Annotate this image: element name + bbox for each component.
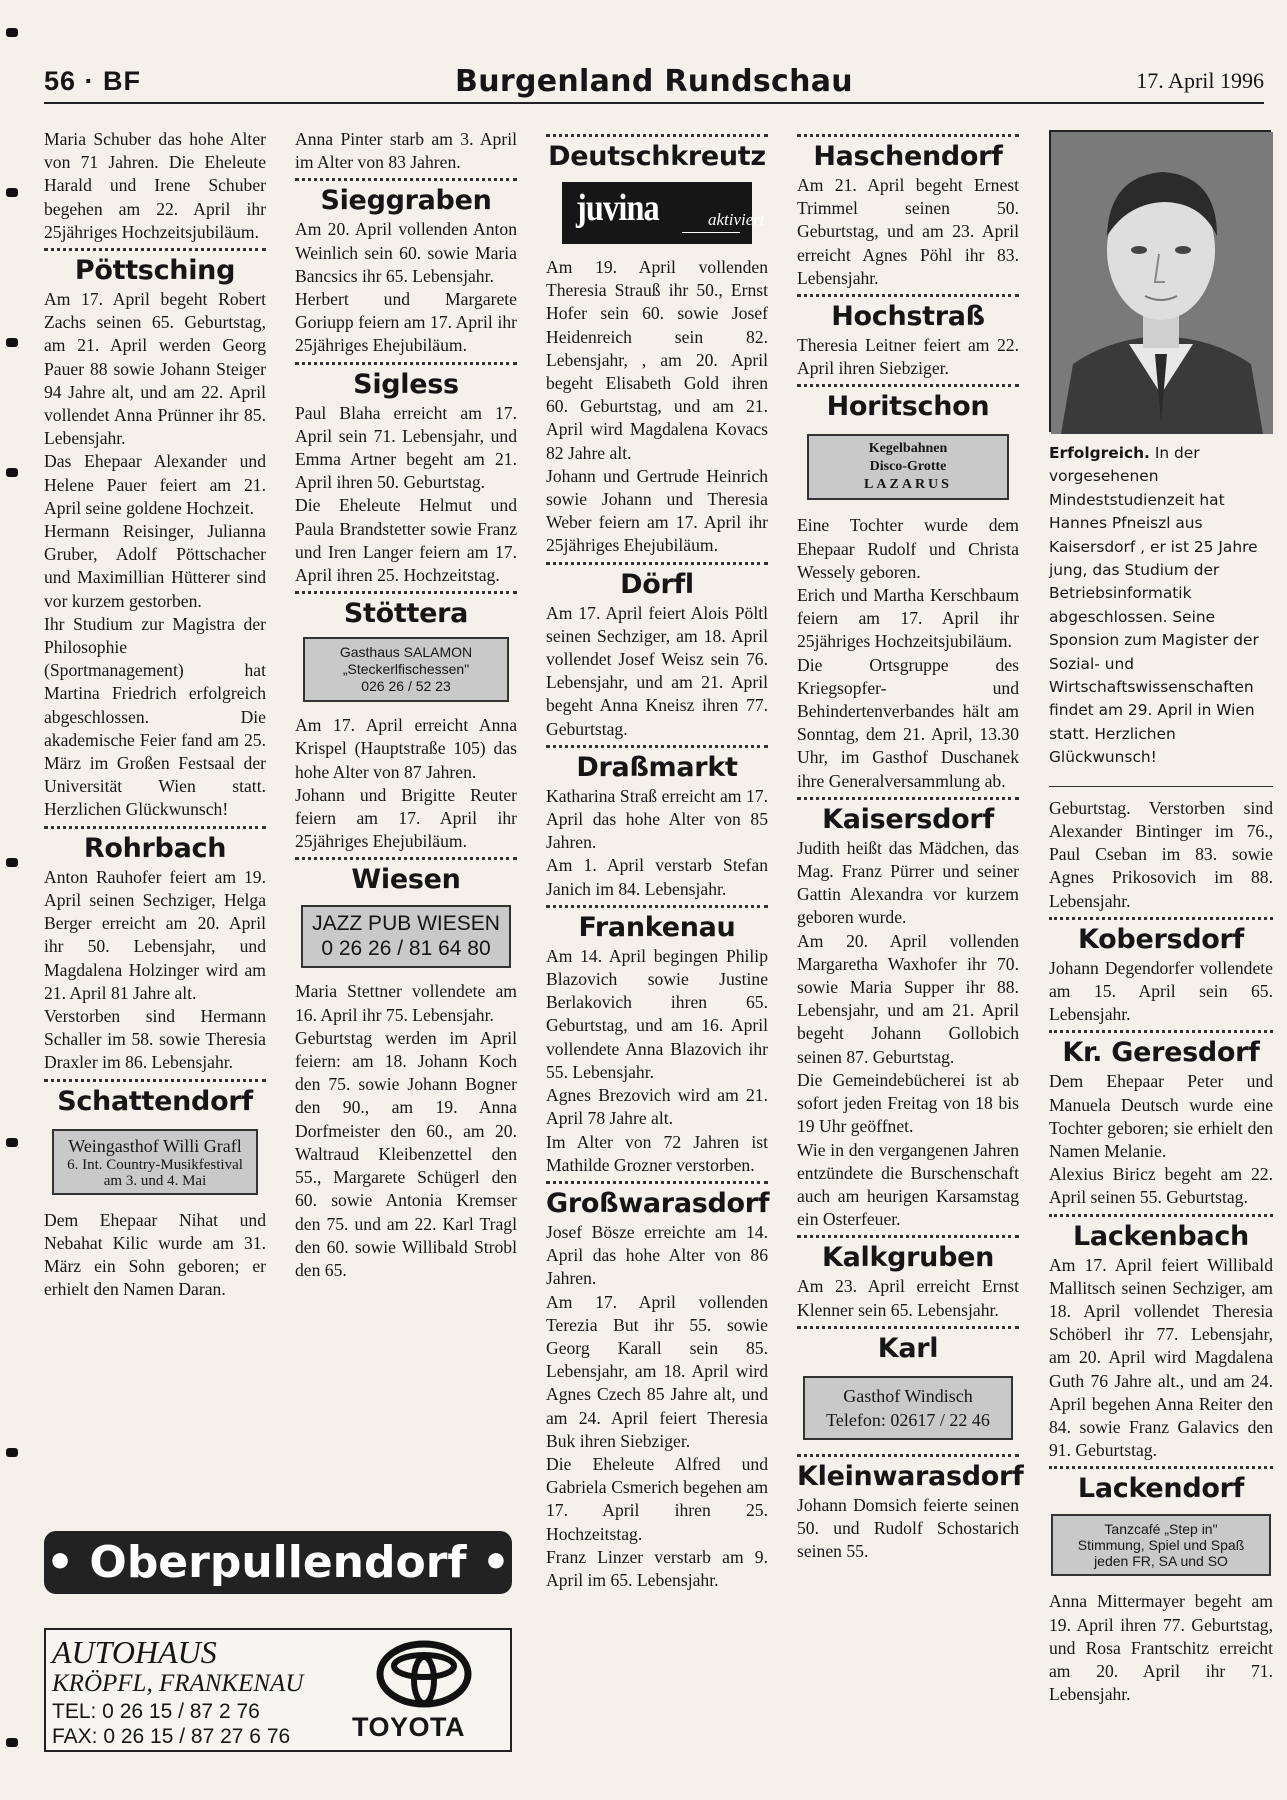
article-text: Hermann Reisinger, Julianna Gruber, Adolf Pöttschacher und Maximillian Hütterer sind vor kurzem gestorben. [44,521,266,611]
ad-text: Disco-Grotte [869,459,947,475]
heading-lackendorf: Lackendorf [1077,1473,1245,1505]
page-header [44,60,1264,104]
divider [295,362,517,365]
column-4 [797,128,1024,1563]
heading-stoettera: Stöttera [343,598,469,630]
article-text: Am 17. April erreicht Anna Krispel (Hauptstraße 105) das hohe Alter von 87 Jahren. [295,715,517,782]
ad-underline [682,232,740,233]
divider [546,562,768,565]
issue-date: 17. April 1996 [1136,68,1264,93]
heading-drassmarkt: Draßmarkt [576,751,738,783]
ad-gasthaus-salamon [303,637,509,702]
column-5 [1049,128,1273,1706]
divider [797,1235,1019,1238]
heading-grosswarasdorf: Großwarasdorf [546,1187,770,1219]
spacer [1049,770,1273,780]
article-text: Judith heißt das Mädchen, das Mag. Franz Pürrer und seiner Gattin Alexandra vor kurzem geboren wurde. [797,837,1019,928]
article-text: Eine Tochter wurde dem Ehepaar Rudolf und Christa Wessely geboren. [797,515,1019,582]
heading-karl: Karl [877,1332,939,1364]
article-text: Im Alter von 72 Jahren ist Mathilde Grozner verstorben. [546,1131,768,1175]
article-text: Anton Rauhofer feiert am 19. April seinen Sechziger, Helga Berger erreicht am 20. April ihr 50. Lebensjahr, und Magdalena Holzinger wird am 21. April 81 Jahre alt. [44,866,266,1003]
article-text: Am 20. April vollenden Anton Weinlich sein 60. sowie Maria Bancsics ihr 65. Lebensjahr. [295,219,517,286]
article-text: Wie in den vergangenen Jahren entzündete die Burschenschaft auch am heurigen Karsamstag ein Osterfeuer. [797,1139,1019,1230]
heading-horitschon: Horitschon [826,391,990,423]
ad-text: „Steckerlfischessen" [342,661,470,678]
caption-text: In der vorgesehenen Mindeststudienzeit hat Hannes Pfneiszl aus Kaisersdorf , er ist 25 Jahre jung, das Studium der Betriebsinformatik abgeschlossen. Seine Sponsion zum Magister der Sozial- und Wirtschaftswissenschaften findet am 29. April in Wien statt. Herzlichen Glückwunsch! [1049,444,1259,767]
article-text: Die Gemeindebücherei ist ab sofort jeden Freitag von 18 bis 19 Uhr geöffnet. [797,1069,1019,1137]
ad-text: Stimmung, Spiel und Spaß [1077,1537,1245,1554]
article-text: Erich und Martha Kerschbaum feiern am 17. April ihr 25jähriges Hochzeitsjubiläum. [797,585,1019,652]
article-text: Die Eheleute Helmut und Paula Brandstetter sowie Franz und Iren Langer feiern am 17. April ihren 25. Hochzeitstag. [295,495,517,586]
ad-brand: TOYOTA [352,1712,466,1742]
divider [44,1079,266,1082]
article-text: Das Ehepaar Alexander und Helene Pauer feiert am 21. April seine goldene Hochzeit. [44,451,266,518]
divider [546,1181,768,1184]
article-text: Am 17. April begeht Robert Zachs seinen 65. Geburtstag, am 21. April werden Georg Pauer 88 sowie Johann Steiger 94 Jahre alt, und am 22. April vollendet Anna Prünner ihr 85. Lebensjahr. [44,289,266,449]
binding-mark [6,28,18,37]
article-text: Am 1. April verstarb Stefan Janich im 84. Lebensjahr. [546,855,768,899]
ad-text: Gasthaus SALAMON [339,644,473,661]
portrait-illustration [1051,132,1273,434]
divider [295,178,517,181]
article-text: Johann Domsich feierte seinen 50. und Rudolf Schostarich seinen 55. [797,1494,1019,1562]
heading-hochstrass: Hochstraß [831,301,985,333]
article-text: Am 14. April begingen Philip Blazovich sowie Justine Berlakovich ihren 65. Geburtstag, und am 16. April vollendete Anna Blazovich ihr 55. Lebensjahr. [546,945,768,1082]
column-3 [546,128,768,1592]
ad-disco-lazarus [807,434,1009,500]
heading-doerfl: Dörfl [620,568,694,600]
article-text: Johann und Gertrude Heinrich sowie Johann und Theresia Weber feiern am 17. April ihr 25jähriges Ehejubiläum. [546,465,768,556]
ad-text: Tanzcafé „Step in" [1104,1521,1218,1538]
article-text: Alexius Biricz begeht am 22. April seinen 55. Geburtstag. [1049,1164,1273,1208]
ad-fax: FAX: 0 26 15 / 87 27 6 76 [52,1725,291,1748]
ad-text: AUTOHAUS [52,1634,217,1670]
article-text: Am 17. April feiert Alois Pöltl seinen Sechziger, am 18. April vollendet Josef Weisz sein 76. Lebensjahr, und am 21. April begeht Anna Kneisz ihren 77. Geburtstag. [546,602,768,739]
binding-mark [6,1138,18,1147]
binding-mark [6,468,18,477]
ad-text: aktiviert [708,210,765,229]
binding-mark [6,338,18,347]
heading-sigless: Sigless [353,368,459,400]
divider [797,797,1019,800]
heading-kalkgruben: Kalkgruben [821,1242,995,1274]
ad-text: am 3. und 4. Mai [103,1172,207,1189]
article-text: Ihr Studium zur Magistra der Philosophie (Sportmanagement) hat Martina Friedrich erfolgreich abgeschlossen. Die akademische Feier fand am 25. März im Großen Festsaal der Universität Wien statt. Herzlichen Glückwunsch! [44,613,266,820]
divider [1049,917,1273,920]
divider [1049,1030,1273,1033]
heading-haschendorf: Haschendorf [813,141,1003,172]
article-text: Katharina Straß erreicht am 17. April das hohe Alter von 85 Jahren. [546,785,768,853]
column-2 [295,128,517,1282]
divider [1049,1466,1273,1469]
heading-kaisersdorf: Kaisersdorf [822,803,994,835]
heading-frankenau: Frankenau [578,911,736,943]
divider [295,857,517,860]
ad-text: jeden FR, SA und SO [1094,1553,1228,1570]
article-text: Am 19. April vollenden Theresia Strauß ihr 50., Ernst Hofer sein 60. sowie Josef Heidenreich sein 82. Lebensjahr, , am 20. April begeht Elisabeth Gold ihren 60. Geburtstag, und am 21. April wird Magdalena Kovacs 82 Jahre alt. [546,257,768,463]
divider [797,294,1019,297]
ad-text: 6. Int. Country-Musikfestival [67,1156,243,1173]
ad-jazz-pub-wiesen [301,905,511,968]
heading-schattendorf: Schattendorf [57,1085,253,1117]
ad-text: LAZARUS [864,477,952,493]
article-text: Maria Schuber das hohe Alter von 71 Jahren. Die Eheleute Harald und Irene Schuber begehen am 22. April ihr 25jähriges Hochzeitsjubiläum. [44,129,266,242]
article-text: Am 17. April feiert Willibald Mallitsch seinen Sechziger, am 18. April vollendet Theresia Schöberl ihr 77. Lebensjahr, am 20. April wird Magdalena Guth 76 Jahre alt., und am 24. April begehen Anna Reiter den 84. sowie Franz Galavics den 91. Geburtstag. [1049,1254,1273,1461]
article-text: Am 23. April erreicht Ernst Klenner sein 65. Lebensjahr. [797,1276,1019,1320]
ad-text: JAZZ PUB WIESEN [312,912,500,936]
caption-rule [1049,786,1273,787]
article-text: Agnes Brezovich wird am 21. April 78 Jahre alt. [546,1085,768,1129]
divider [797,1326,1019,1329]
ad-phone: TEL: 0 26 15 / 87 2 76 [52,1700,260,1723]
article-text: Paul Blaha erreicht am 17. April sein 71. Lebensjahr, und Emma Artner begeht am 21. April ihren 50. Geburtstag. [295,402,517,493]
portrait-photo [1049,130,1271,432]
binding-mark [6,858,18,867]
divider [44,826,266,829]
divider [797,1454,1019,1457]
article-text: Anna Mittermayer begeht am 19. April ihren 77. Geburtstag, und Rosa Frantschitz erreicht am 20. April ihr 71. Lebensjahr. [1049,1591,1273,1705]
heading-deutschkreutz: Deutschkreutz [548,141,766,172]
article-text: Johann und Brigitte Reuter feiern am 17. April ihr 25jähriges Ehejubiläum. [295,784,517,852]
article-text: Dem Ehepaar Peter und Manuela Deutsch wurde eine Tochter geboren; sie erhielt den Namen Melanie. [1049,1071,1273,1161]
article-text: Geburtstag. Verstorben sind Alexander Bintinger im 76., Paul Cseban im 83. sowie Agnes Prikosovich im 88. Lebensjahr. [1049,797,1273,911]
article-text: Maria Stettner vollendete am 16. April ihr 75. Lebensjahr. [295,981,517,1025]
heading-sieggraben: Sieggraben [320,185,492,217]
article-text: Geburtstag werden im April feiern: am 18. Johann Koch den 75. sowie Johann Bogner den 90., am 19. Anna Dorfmeister den 60., am 20. Waltraud Kleibenzettel den 55., Margarete Schügerl den 60. sowie Antonia Kremser den 75. und am 22. Karl Tragl den 60. sowie Willibald Strobl den 65. [295,1027,517,1280]
article-text: Die Eheleute Alfred und Gabriela Csmerich begehen am 17. April ihren 25. Hochzeitstag. [546,1453,768,1544]
article-text: Verstorben sind Hermann Schaller im 58. sowie Theresia Draxler im 86. Lebensjahr. [44,1005,266,1073]
section-banner-oberpullendorf: • Oberpullendorf • [44,1531,512,1594]
heading-kr-geresdorf: Kr. Geresdorf [1062,1037,1260,1069]
ad-juvina-logo [562,182,765,244]
divider [546,905,768,908]
ad-text: Kegelbahnen [868,441,948,457]
article-text: Franz Linzer verstarb am 9. April im 65. Lebensjahr. [546,1546,768,1590]
divider [797,384,1019,387]
ad-text: KRÖPFL, FRANKENAU [52,1670,304,1697]
heading-kobersdorf: Kobersdorf [1078,923,1244,955]
ad-text: Gasthof Windisch [843,1385,973,1406]
binding-mark [6,1448,18,1457]
heading-lackenbach: Lackenbach [1073,1220,1249,1252]
heading-rohrbach: Rohrbach [83,832,227,864]
ad-text: 026 26 / 52 23 [361,678,451,695]
heading-kleinwarasdorf: Kleinwarasdorf [797,1460,1024,1492]
article-text: Herbert und Margarete Goriupp feiern am 17. April ihr 25jähriges Ehejubiläum. [295,289,517,356]
divider [1049,1214,1273,1217]
page-number: 56 · BF [44,66,142,96]
binding-mark [6,188,18,197]
divider [546,134,768,137]
article-text: Dem Ehepaar Nihat und Nebahat Kilic wurde am 31. März ein Sohn geboren; er erhielt den Namen Daran. [44,1209,266,1300]
article-text: Am 21. April begeht Ernest Trimmel seinen 50. Geburtstag, und am 23. April erreicht Agnes Pöhl ihr 83. Lebensjahr. [797,175,1019,288]
article-text: Theresia Leitner feiert am 22. April ihren Siebziger. [797,335,1019,379]
toyota-logo-icon [376,1640,472,1708]
ad-autohaus-kroepfl [44,1628,512,1752]
article-text: Johann Degendorfer vollendete am 15. April sein 65. Lebensjahr. [1049,957,1273,1025]
ad-tanzcafe-step-in [1051,1514,1271,1576]
ad-gasthof-windisch [803,1376,1013,1440]
article-text: Am 20. April vollenden Margaretha Waxhofer ihr 70. sowie Maria Supper ihr 88. Lebensjahr, und am 21. April begeht Johann Gollobich seinen 87. Geburtstag. [797,930,1019,1067]
newspaper-title: Burgenland Rundschau [455,64,853,99]
ad-text: juvina [576,187,659,229]
column-1 [44,128,266,1301]
ad-text: Telefon: 02617 / 22 46 [826,1409,990,1430]
divider [44,248,266,251]
ad-text: Weingasthof Willi Grafl [68,1135,242,1156]
article-text: Am 17. April vollenden Terezia But ihr 55. sowie Georg Karall sein 85. Lebensjahr, am 18. April wird Agnes Czech 85 Jahre alt, und am 24. April feiert Theresia Buk ihren Siebziger. [546,1291,768,1451]
ad-weingasthof-grafl [52,1129,258,1195]
divider [546,745,768,748]
divider [295,591,517,594]
photo-caption [1049,442,1273,770]
divider [797,134,1019,137]
binding-mark [6,1738,18,1747]
ad-text: 0 26 26 / 81 64 80 [321,937,491,961]
article-text: Anna Pinter starb am 3. April im Alter von 83 Jahren. [295,129,517,173]
caption-lead: Erfolgreich. [1049,444,1150,462]
article-text: Josef Bösze erreichte am 14. April das hohe Alter von 86 Jahren. [546,1221,768,1289]
heading-poettsching: Pöttsching [74,255,236,287]
article-text: Die Ortsgruppe des Kriegsopfer- und Behindertenverbandes hält am Sonntag, dem 21. April, 13.30 Uhr, im Gasthof Duschanek ihre Generalversammlung ab. [797,654,1019,791]
heading-wiesen: Wiesen [351,864,461,896]
